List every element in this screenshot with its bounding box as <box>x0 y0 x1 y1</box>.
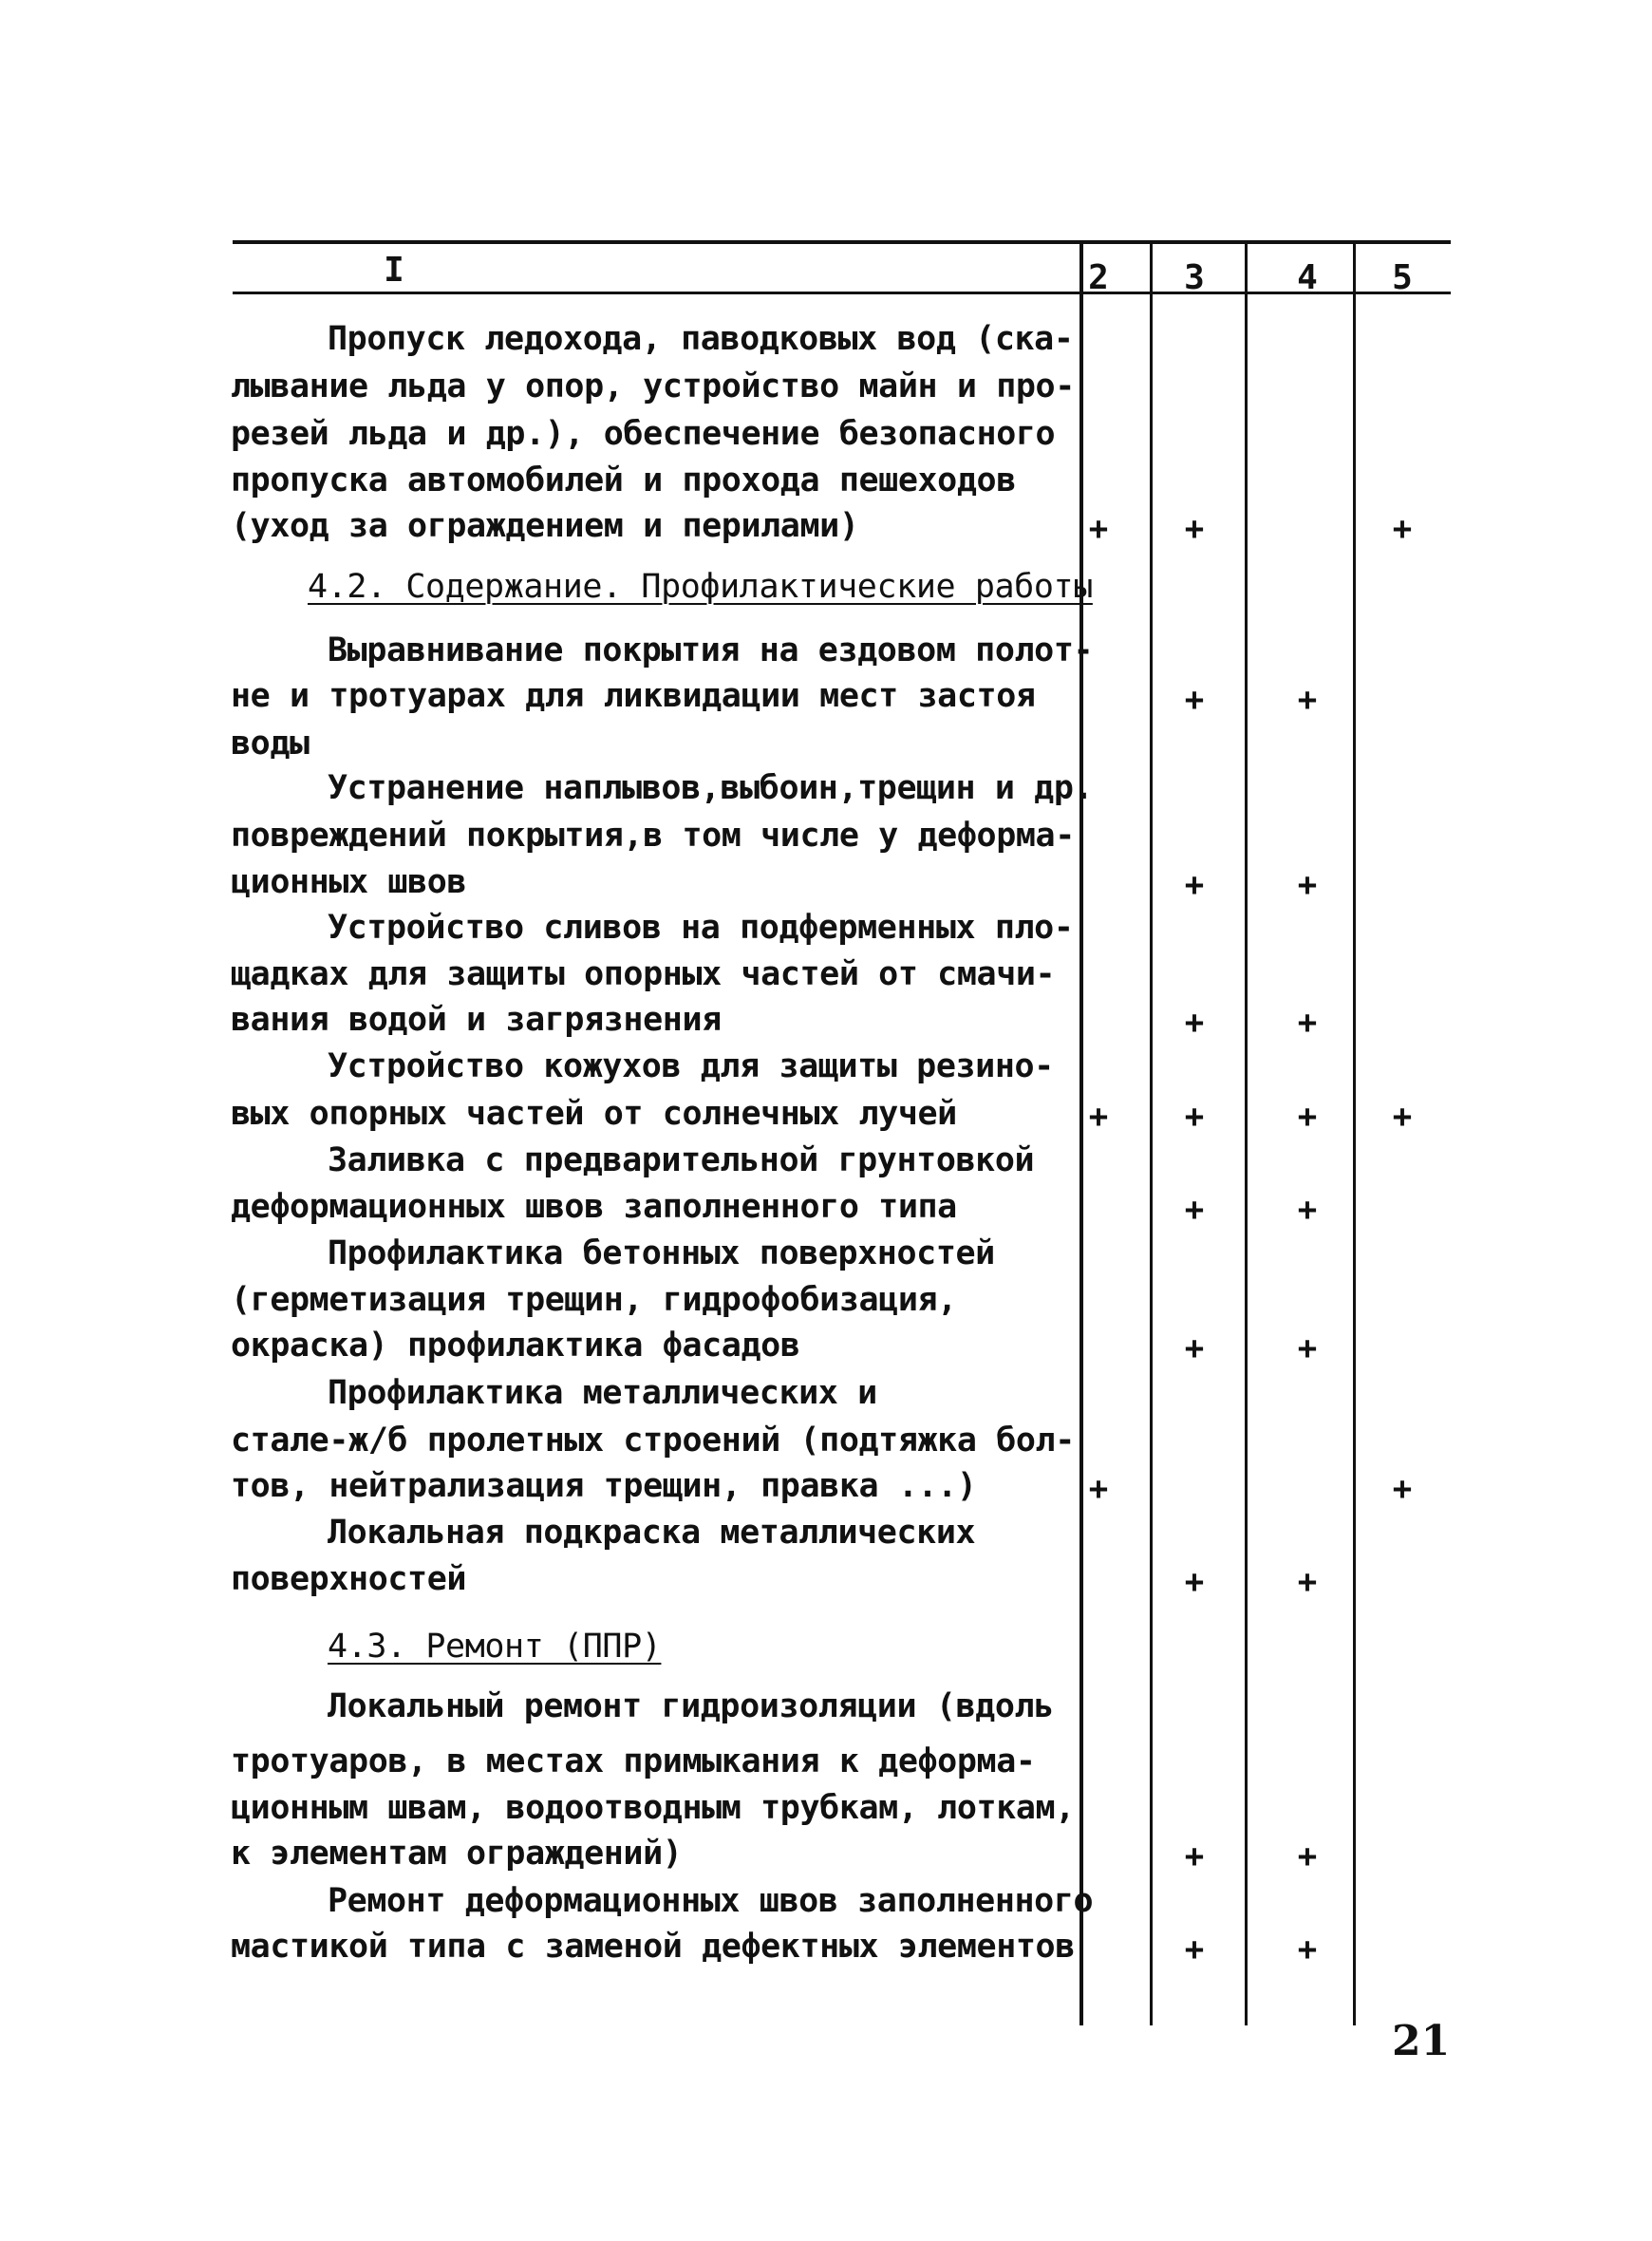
row-text-line: воды <box>231 725 310 763</box>
section-heading-4-3: 4.3. Ремонт (ППР) <box>328 1628 662 1666</box>
row-text-line: стале-ж/б пролетных строений (подтяжка бол- <box>231 1422 1075 1459</box>
column-divider-1-2 <box>1079 242 1083 2025</box>
mark-col-3: + <box>1184 1004 1205 1042</box>
row-text-line: Пропуск ледохода, паводковых вод (ска- <box>328 320 1074 358</box>
mark-col-3: + <box>1184 1837 1205 1875</box>
row-text-line: Локальная подкраска металлических <box>328 1514 976 1552</box>
row-text-line: повреждений покрытия,в том числе у деформа- <box>231 817 1075 855</box>
column-header-5: 5 <box>1392 258 1413 297</box>
mark-col-5: + <box>1392 510 1413 548</box>
row-text-line: ционным швам, водоотводным трубкам, лоткам, <box>231 1789 1075 1827</box>
row-text-line: Профилактика бетонных поверхностей <box>328 1234 995 1272</box>
mark-col-4: + <box>1297 1098 1318 1136</box>
row-text-line: лывание льда у опор, устройство майн и про- <box>231 367 1075 405</box>
section-heading-4-2: 4.2. Содержание. Профилактические работы <box>308 568 1093 606</box>
mark-col-2: + <box>1088 1470 1109 1508</box>
row-text-line: (герметизация трещин, гидрофобизация, <box>231 1281 957 1319</box>
row-text-line: вания водой и загрязнения <box>231 1001 722 1039</box>
row-text-line: Ремонт деформационных швов заполненного <box>328 1882 1094 1920</box>
mark-col-3: + <box>1184 866 1205 904</box>
header-bottom-rule <box>233 292 1451 294</box>
mark-col-4: + <box>1297 1837 1318 1875</box>
mark-col-4: + <box>1297 1004 1318 1042</box>
mark-col-3: + <box>1184 1329 1205 1367</box>
column-divider-2-3 <box>1150 242 1153 2025</box>
row-text-line: Устройство сливов на подферменных пло- <box>328 909 1074 947</box>
row-text-line: Локальный ремонт гидроизоляции (вдоль <box>328 1687 1054 1725</box>
mark-col-2: + <box>1088 510 1109 548</box>
row-text-line: вых опорных частей от солнечных лучей <box>231 1095 957 1133</box>
column-divider-3-4 <box>1245 242 1248 2025</box>
column-header-2: 2 <box>1088 258 1109 297</box>
row-text-line: Выравнивание покрытия на ездовом полот- <box>328 631 1094 669</box>
mark-col-3: + <box>1184 1563 1205 1601</box>
row-text-line: к элементам ограждений) <box>231 1835 683 1873</box>
mark-col-4: + <box>1297 1563 1318 1601</box>
mark-col-3: + <box>1184 1098 1205 1136</box>
row-text-line: Заливка с предварительной грунтовкой <box>328 1141 1035 1179</box>
column-divider-4-5 <box>1353 242 1356 2025</box>
column-header-3: 3 <box>1184 258 1205 297</box>
row-text-line: Профилактика металлических и <box>328 1374 877 1412</box>
table-top-rule <box>233 240 1451 244</box>
row-text-line: тов, нейтрализация трещин, правка ...) <box>231 1467 977 1505</box>
row-text-line: ционных швов <box>231 863 467 901</box>
mark-col-4: + <box>1297 1191 1318 1229</box>
mark-col-4: + <box>1297 1930 1318 1968</box>
row-text-line: Устранение наплывов,выбоин,трещин и др. <box>328 769 1094 807</box>
mark-col-2: + <box>1088 1098 1109 1136</box>
row-text-line: щадках для защиты опорных частей от смачи- <box>231 955 1056 993</box>
mark-col-4: + <box>1297 1329 1318 1367</box>
column-header-1: I <box>384 251 404 290</box>
mark-col-4: + <box>1297 681 1318 719</box>
row-text-line: деформационных швов заполненного типа <box>231 1188 957 1226</box>
row-text-line: не и тротуарах для ликвидации мест застоя <box>231 677 1036 715</box>
row-text-line: (уход за ограждением и перилами) <box>231 507 859 545</box>
row-text-line: Устройство кожухов для защиты резино- <box>328 1047 1054 1085</box>
mark-col-5: + <box>1392 1470 1413 1508</box>
row-text-line: поверхностей <box>231 1560 467 1598</box>
page-number: 21 <box>1392 2017 1451 2065</box>
mark-col-4: + <box>1297 866 1318 904</box>
mark-col-3: + <box>1184 510 1205 548</box>
row-text-line: окраска) профилактика фасадов <box>231 1327 800 1365</box>
row-text-line: тротуаров, в местах примыкания к деформа- <box>231 1742 1036 1780</box>
row-text-line: мастикой типа с заменой дефектных элементов <box>231 1928 1075 1966</box>
column-header-4: 4 <box>1297 258 1318 297</box>
row-text-line: резей льда и др.), обеспечение безопасного <box>231 415 1056 453</box>
mark-col-3: + <box>1184 1191 1205 1229</box>
mark-col-5: + <box>1392 1098 1413 1136</box>
mark-col-3: + <box>1184 681 1205 719</box>
row-text-line: пропуска автомобилей и прохода пешеходов <box>231 461 1016 499</box>
mark-col-3: + <box>1184 1930 1205 1968</box>
